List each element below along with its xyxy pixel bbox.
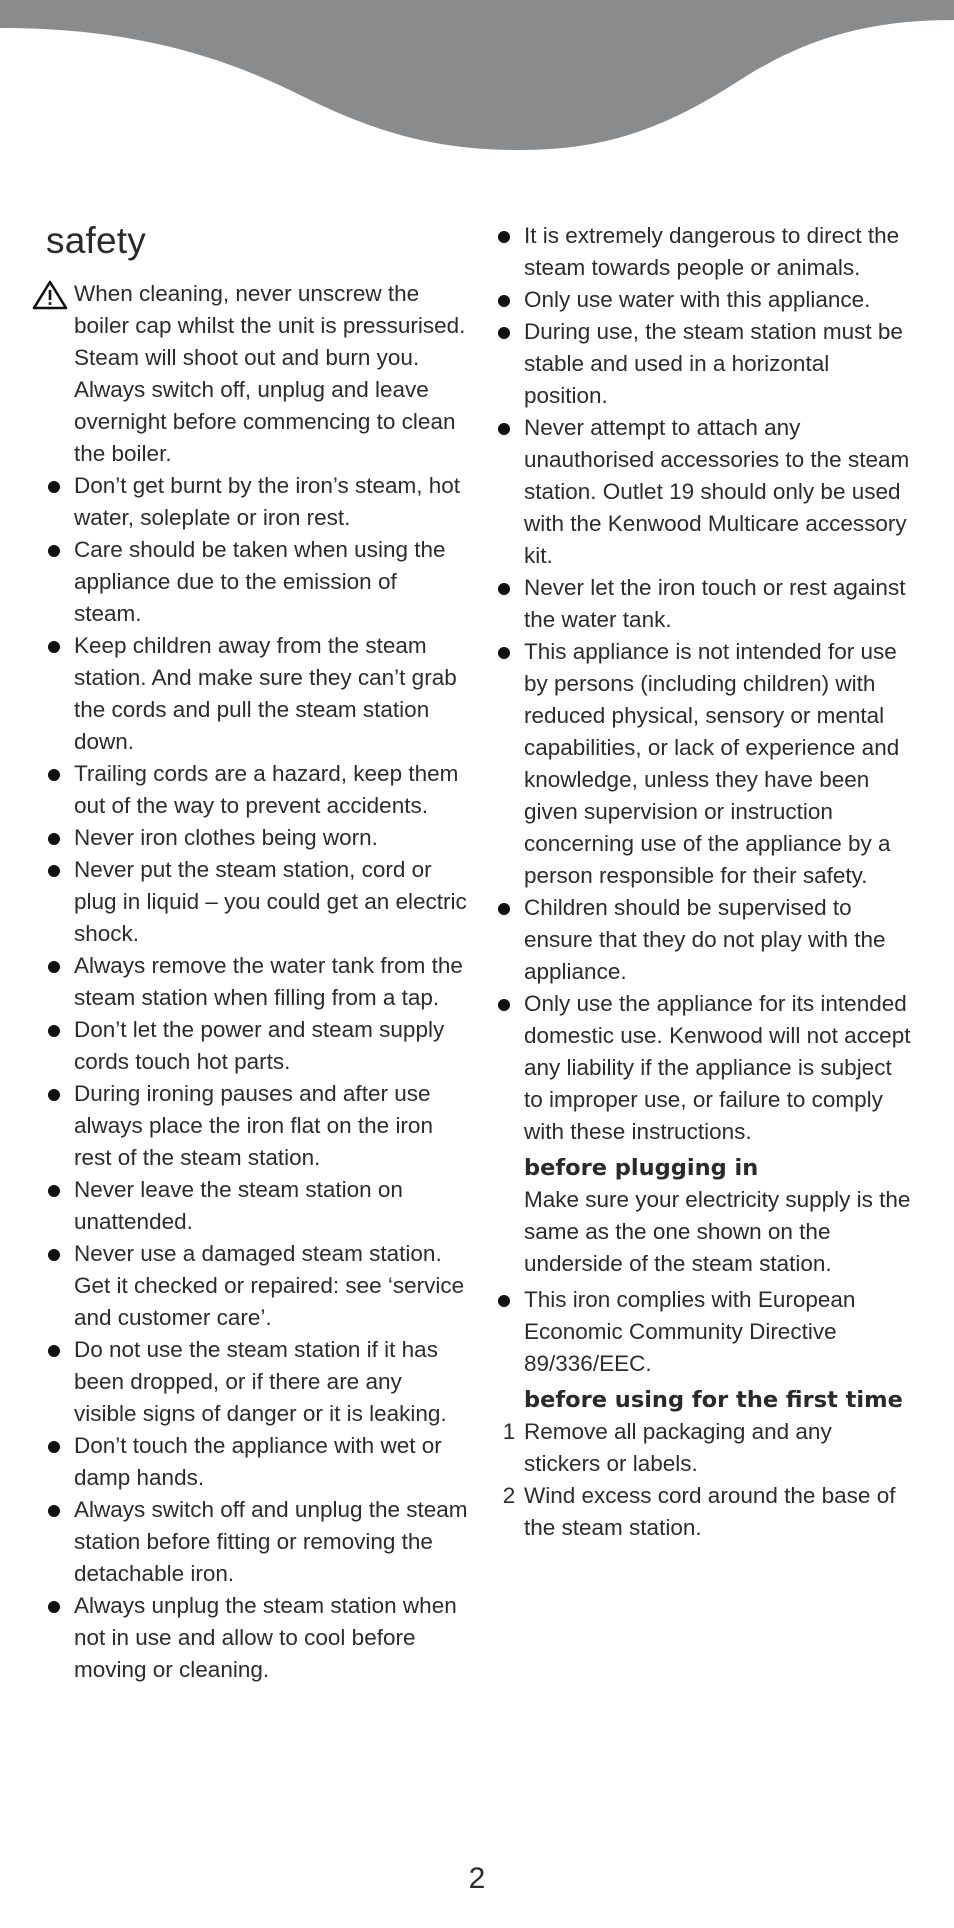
header-wave <box>0 0 954 160</box>
list-item-text: Never iron clothes being worn. <box>74 825 378 850</box>
bullet-icon <box>48 1601 60 1613</box>
first-time-steps <box>494 1416 914 1544</box>
left-column <box>30 220 470 1686</box>
numbered-step <box>494 1480 914 1544</box>
list-item-text: Don’t let the power and steam supply cords touch hot parts. <box>74 1017 445 1074</box>
list-item <box>30 1494 470 1590</box>
list-item <box>30 470 470 534</box>
bullet-icon <box>498 903 510 915</box>
bullet-icon <box>48 1345 60 1357</box>
bullet-icon <box>498 231 510 243</box>
right-bullet-list <box>494 220 914 1148</box>
warning-item <box>30 278 470 470</box>
bullet-icon <box>48 641 60 653</box>
list-item <box>30 758 470 822</box>
bullet-icon <box>48 481 60 493</box>
right-column <box>494 220 914 1544</box>
list-item-text: Do not use the steam station if it has been dropped, or if there are any visible signs of danger or it is leaking. <box>74 1337 447 1426</box>
bullet-icon <box>48 1185 60 1197</box>
bullet-icon <box>48 865 60 877</box>
left-bullet-list <box>30 470 470 1686</box>
bullet-icon <box>498 295 510 307</box>
list-item-text: Always unplug the steam station when not in use and allow to cool before moving or cleaning. <box>74 1593 457 1682</box>
list-item-text: During use, the steam station must be stable and used in a horizontal position. <box>524 319 903 408</box>
list-item-text: Never use a damaged steam station. Get it checked or repaired: see ‘service and customer care’. <box>74 1241 465 1330</box>
bullet-icon <box>48 545 60 557</box>
list-item <box>494 316 914 412</box>
list-item-text: Always remove the water tank from the steam station when filling from a tap. <box>74 953 463 1010</box>
list-item-text: Never let the iron touch or rest against the water tank. <box>524 575 906 632</box>
list-item <box>30 1174 470 1238</box>
bullet-icon <box>498 647 510 659</box>
list-item-text: During ironing pauses and after use always place the iron flat on the iron rest of the steam station. <box>74 1081 433 1170</box>
list-item <box>30 1238 470 1334</box>
bullet-icon <box>498 423 510 435</box>
bullet-icon <box>48 769 60 781</box>
list-item <box>494 284 914 316</box>
list-item <box>30 822 470 854</box>
first-time-heading: before using for the first time <box>524 1387 903 1413</box>
list-item-text: It is extremely dangerous to direct the steam towards people or animals. <box>524 223 900 280</box>
bullet-icon <box>48 1505 60 1517</box>
list-item-text: Never attempt to attach any unauthorised accessories to the steam station. Outlet 19 should only be used with the Kenwood Multicare accessory kit. <box>524 415 910 568</box>
list-item-text: Never leave the steam station on unattended. <box>74 1177 403 1234</box>
section-title: safety <box>46 220 146 261</box>
list-item <box>494 412 914 572</box>
warning-text: When cleaning, never unscrew the boiler cap whilst the unit is pressurised. Steam will shoot out and burn you. Always switch off, unplug and leave overnight before commencing to clean the boiler. <box>74 281 466 466</box>
list-item <box>30 1430 470 1494</box>
numbered-step <box>494 1416 914 1480</box>
list-item <box>30 1014 470 1078</box>
list-item <box>30 630 470 758</box>
bullet-icon <box>48 1249 60 1261</box>
list-item-text: Trailing cords are a hazard, keep them out of the way to prevent accidents. <box>74 761 459 818</box>
bullet-icon <box>48 1025 60 1037</box>
list-item <box>494 892 914 988</box>
warning-triangle-icon <box>32 280 68 310</box>
bullet-icon <box>498 999 510 1011</box>
list-item-text: Don’t get burnt by the iron’s steam, hot water, soleplate or iron rest. <box>74 473 461 530</box>
list-item <box>494 988 914 1148</box>
list-item <box>30 534 470 630</box>
step-number: 2 <box>502 1483 516 1508</box>
list-item-text: Always switch off and unplug the steam station before fitting or removing the detachable iron. <box>74 1497 468 1586</box>
list-item-text: Children should be supervised to ensure that they do not play with the appliance. <box>524 895 886 984</box>
list-item <box>30 950 470 1014</box>
list-item-text: Only use the appliance for its intended domestic use. Kenwood will not accept any liability if the appliance is subject to improper use, or failure to comply with these instructions. <box>524 991 911 1144</box>
step-text: Remove all packaging and any stickers or labels. <box>524 1419 832 1476</box>
list-item <box>30 1590 470 1686</box>
list-item <box>494 220 914 284</box>
list-item <box>494 636 914 892</box>
bullet-icon <box>48 833 60 845</box>
list-item-text: This appliance is not intended for use by persons (including children) with reduced physical, sensory or mental capabilities, or lack of experience and knowledge, unless they have been given supervision or instruction concerning use of the appliance by a person responsible for their safety. <box>524 639 900 888</box>
list-item-text: This iron complies with European Economic Community Directive 89/336/EEC. <box>524 1287 856 1376</box>
before-plugging-text: Make sure your electricity supply is the same as the one shown on the underside of the steam station. <box>524 1187 911 1276</box>
list-item-text: Keep children away from the steam station. And make sure they can’t grab the cords and pull the steam station down. <box>74 633 457 754</box>
list-item <box>30 1334 470 1430</box>
list-item-text: Only use water with this appliance. <box>524 287 871 312</box>
list-item <box>494 572 914 636</box>
page-number: 2 <box>468 1862 486 1895</box>
bullet-icon <box>498 327 510 339</box>
list-item-text: Care should be taken when using the appliance due to the emission of steam. <box>74 537 446 626</box>
before-plugging-heading: before plugging in <box>524 1155 759 1181</box>
bullet-icon <box>48 961 60 973</box>
bullet-icon <box>48 1441 60 1453</box>
list-item-text: Never put the steam station, cord or plug in liquid – you could get an electric shock. <box>74 857 467 946</box>
list-item-text: Don’t touch the appliance with wet or damp hands. <box>74 1433 442 1490</box>
list-item <box>30 854 470 950</box>
step-text: Wind excess cord around the base of the steam station. <box>524 1483 896 1540</box>
bullet-icon <box>498 1295 510 1307</box>
step-number: 1 <box>502 1419 516 1444</box>
list-item <box>494 1284 914 1380</box>
list-item <box>30 1078 470 1174</box>
bullet-icon <box>498 583 510 595</box>
bullet-icon <box>48 1089 60 1101</box>
